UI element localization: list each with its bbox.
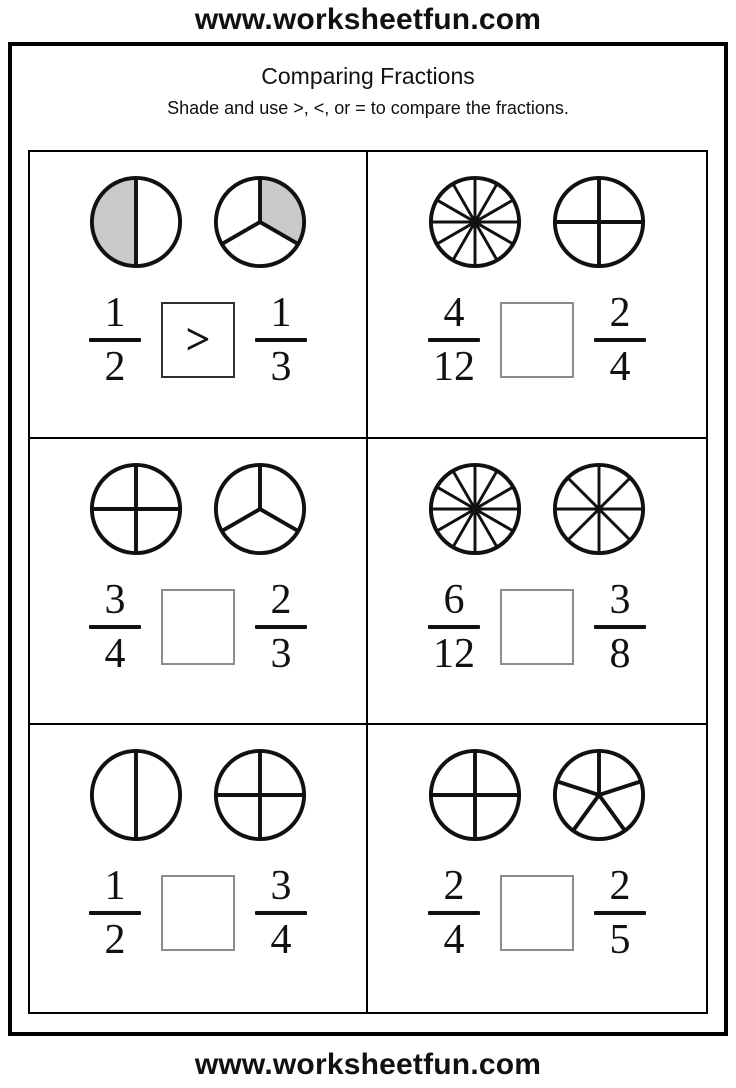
denominator: 2 — [104, 917, 126, 964]
site-footer: www.worksheetfun.com — [194, 1048, 542, 1081]
compare-row-3 — [87, 576, 309, 677]
answer-box-3[interactable] — [161, 589, 235, 665]
compare-row-4 — [426, 576, 648, 677]
fraction-left-5 — [87, 863, 143, 964]
denominator: 8 — [609, 630, 631, 677]
fraction-bar — [89, 625, 141, 629]
fraction-right-6 — [592, 863, 648, 964]
problem-cell-4 — [368, 439, 706, 726]
numerator: 1 — [104, 290, 126, 336]
compare-row-5 — [87, 863, 309, 964]
pie-circle-icon-left-1 — [87, 173, 185, 271]
pie-circle-icon-left-6 — [426, 746, 524, 844]
fraction-left-3 — [87, 576, 143, 677]
fraction-bar — [594, 338, 646, 342]
denominator: 2 — [104, 344, 126, 390]
numerator: 2 — [609, 290, 631, 336]
problem-cell-6 — [368, 725, 706, 1012]
fraction-left-4 — [426, 576, 482, 677]
pie-circle-icon-left-5 — [87, 746, 185, 844]
numerator: 3 — [270, 863, 292, 910]
compare-row-1 — [87, 292, 309, 388]
pie-circle-icon-right-3 — [211, 460, 309, 558]
denominator: 3 — [270, 630, 292, 677]
denominator: 4 — [270, 917, 292, 964]
fraction-bar — [89, 338, 141, 342]
denominator: 5 — [609, 917, 631, 964]
fraction-models-1 — [87, 166, 309, 278]
pie-circle-icon-right-4 — [550, 460, 648, 558]
fraction-right-2 — [592, 292, 648, 388]
compare-row-6 — [426, 863, 648, 964]
denominator: 4 — [104, 630, 126, 677]
fraction-bar — [255, 338, 307, 342]
fraction-bar — [89, 911, 141, 915]
answer-box-1[interactable] — [161, 302, 235, 378]
fraction-right-1 — [253, 292, 309, 388]
answer-box-5[interactable] — [161, 875, 235, 951]
page-title: Comparing Fractions — [261, 63, 475, 89]
fraction-models-5 — [87, 739, 309, 851]
fraction-left-6 — [426, 863, 482, 964]
pie-circle-icon-right-6 — [550, 746, 648, 844]
comparison-symbol: > — [185, 315, 211, 364]
pie-circle-icon-left-3 — [87, 460, 185, 558]
fraction-bar — [255, 625, 307, 629]
fraction-models-3 — [87, 453, 309, 565]
pie-circle-icon-left-4 — [426, 460, 524, 558]
numerator: 3 — [609, 576, 631, 623]
denominator: 12 — [433, 344, 475, 390]
fraction-bar — [428, 625, 480, 629]
numerator: 2 — [443, 863, 465, 910]
fraction-models-2 — [426, 166, 648, 278]
fraction-bar — [428, 911, 480, 915]
denominator: 3 — [270, 344, 292, 390]
numerator: 1 — [104, 863, 126, 910]
denominator: 4 — [443, 917, 465, 964]
problem-cell-2 — [368, 152, 706, 439]
pie-circle-icon-left-2 — [426, 173, 524, 271]
site-header: www.worksheetfun.com — [194, 3, 542, 36]
worksheet-frame — [8, 42, 728, 1036]
numerator: 6 — [443, 576, 465, 623]
fraction-left-1 — [87, 292, 143, 388]
numerator: 4 — [443, 290, 465, 336]
pie-circle-icon-right-5 — [211, 746, 309, 844]
denominator: 12 — [433, 630, 475, 677]
fraction-right-4 — [592, 576, 648, 677]
compare-row-2 — [426, 292, 648, 388]
answer-box-2[interactable] — [500, 302, 574, 378]
numerator: 3 — [104, 576, 126, 623]
problem-cell-3 — [30, 439, 368, 726]
numerator: 2 — [270, 576, 292, 623]
answer-box-4[interactable] — [500, 589, 574, 665]
pie-circle-icon-right-2 — [550, 173, 648, 271]
fraction-models-6 — [426, 739, 648, 851]
fraction-left-2 — [426, 292, 482, 388]
instructions: Shade and use >, <, or = to compare the fractions. — [167, 98, 569, 119]
problem-grid — [28, 150, 708, 1014]
problem-cell-1 — [30, 152, 368, 439]
answer-box-6[interactable] — [500, 875, 574, 951]
fraction-bar — [428, 338, 480, 342]
fraction-bar — [594, 625, 646, 629]
fraction-bar — [255, 911, 307, 915]
fraction-right-3 — [253, 576, 309, 677]
denominator: 4 — [609, 344, 631, 390]
fraction-right-5 — [253, 863, 309, 964]
numerator: 1 — [270, 290, 292, 336]
fraction-models-4 — [426, 453, 648, 565]
problem-cell-5 — [30, 725, 368, 1012]
pie-circle-icon-right-1 — [211, 173, 309, 271]
numerator: 2 — [609, 863, 631, 910]
fraction-bar — [594, 911, 646, 915]
